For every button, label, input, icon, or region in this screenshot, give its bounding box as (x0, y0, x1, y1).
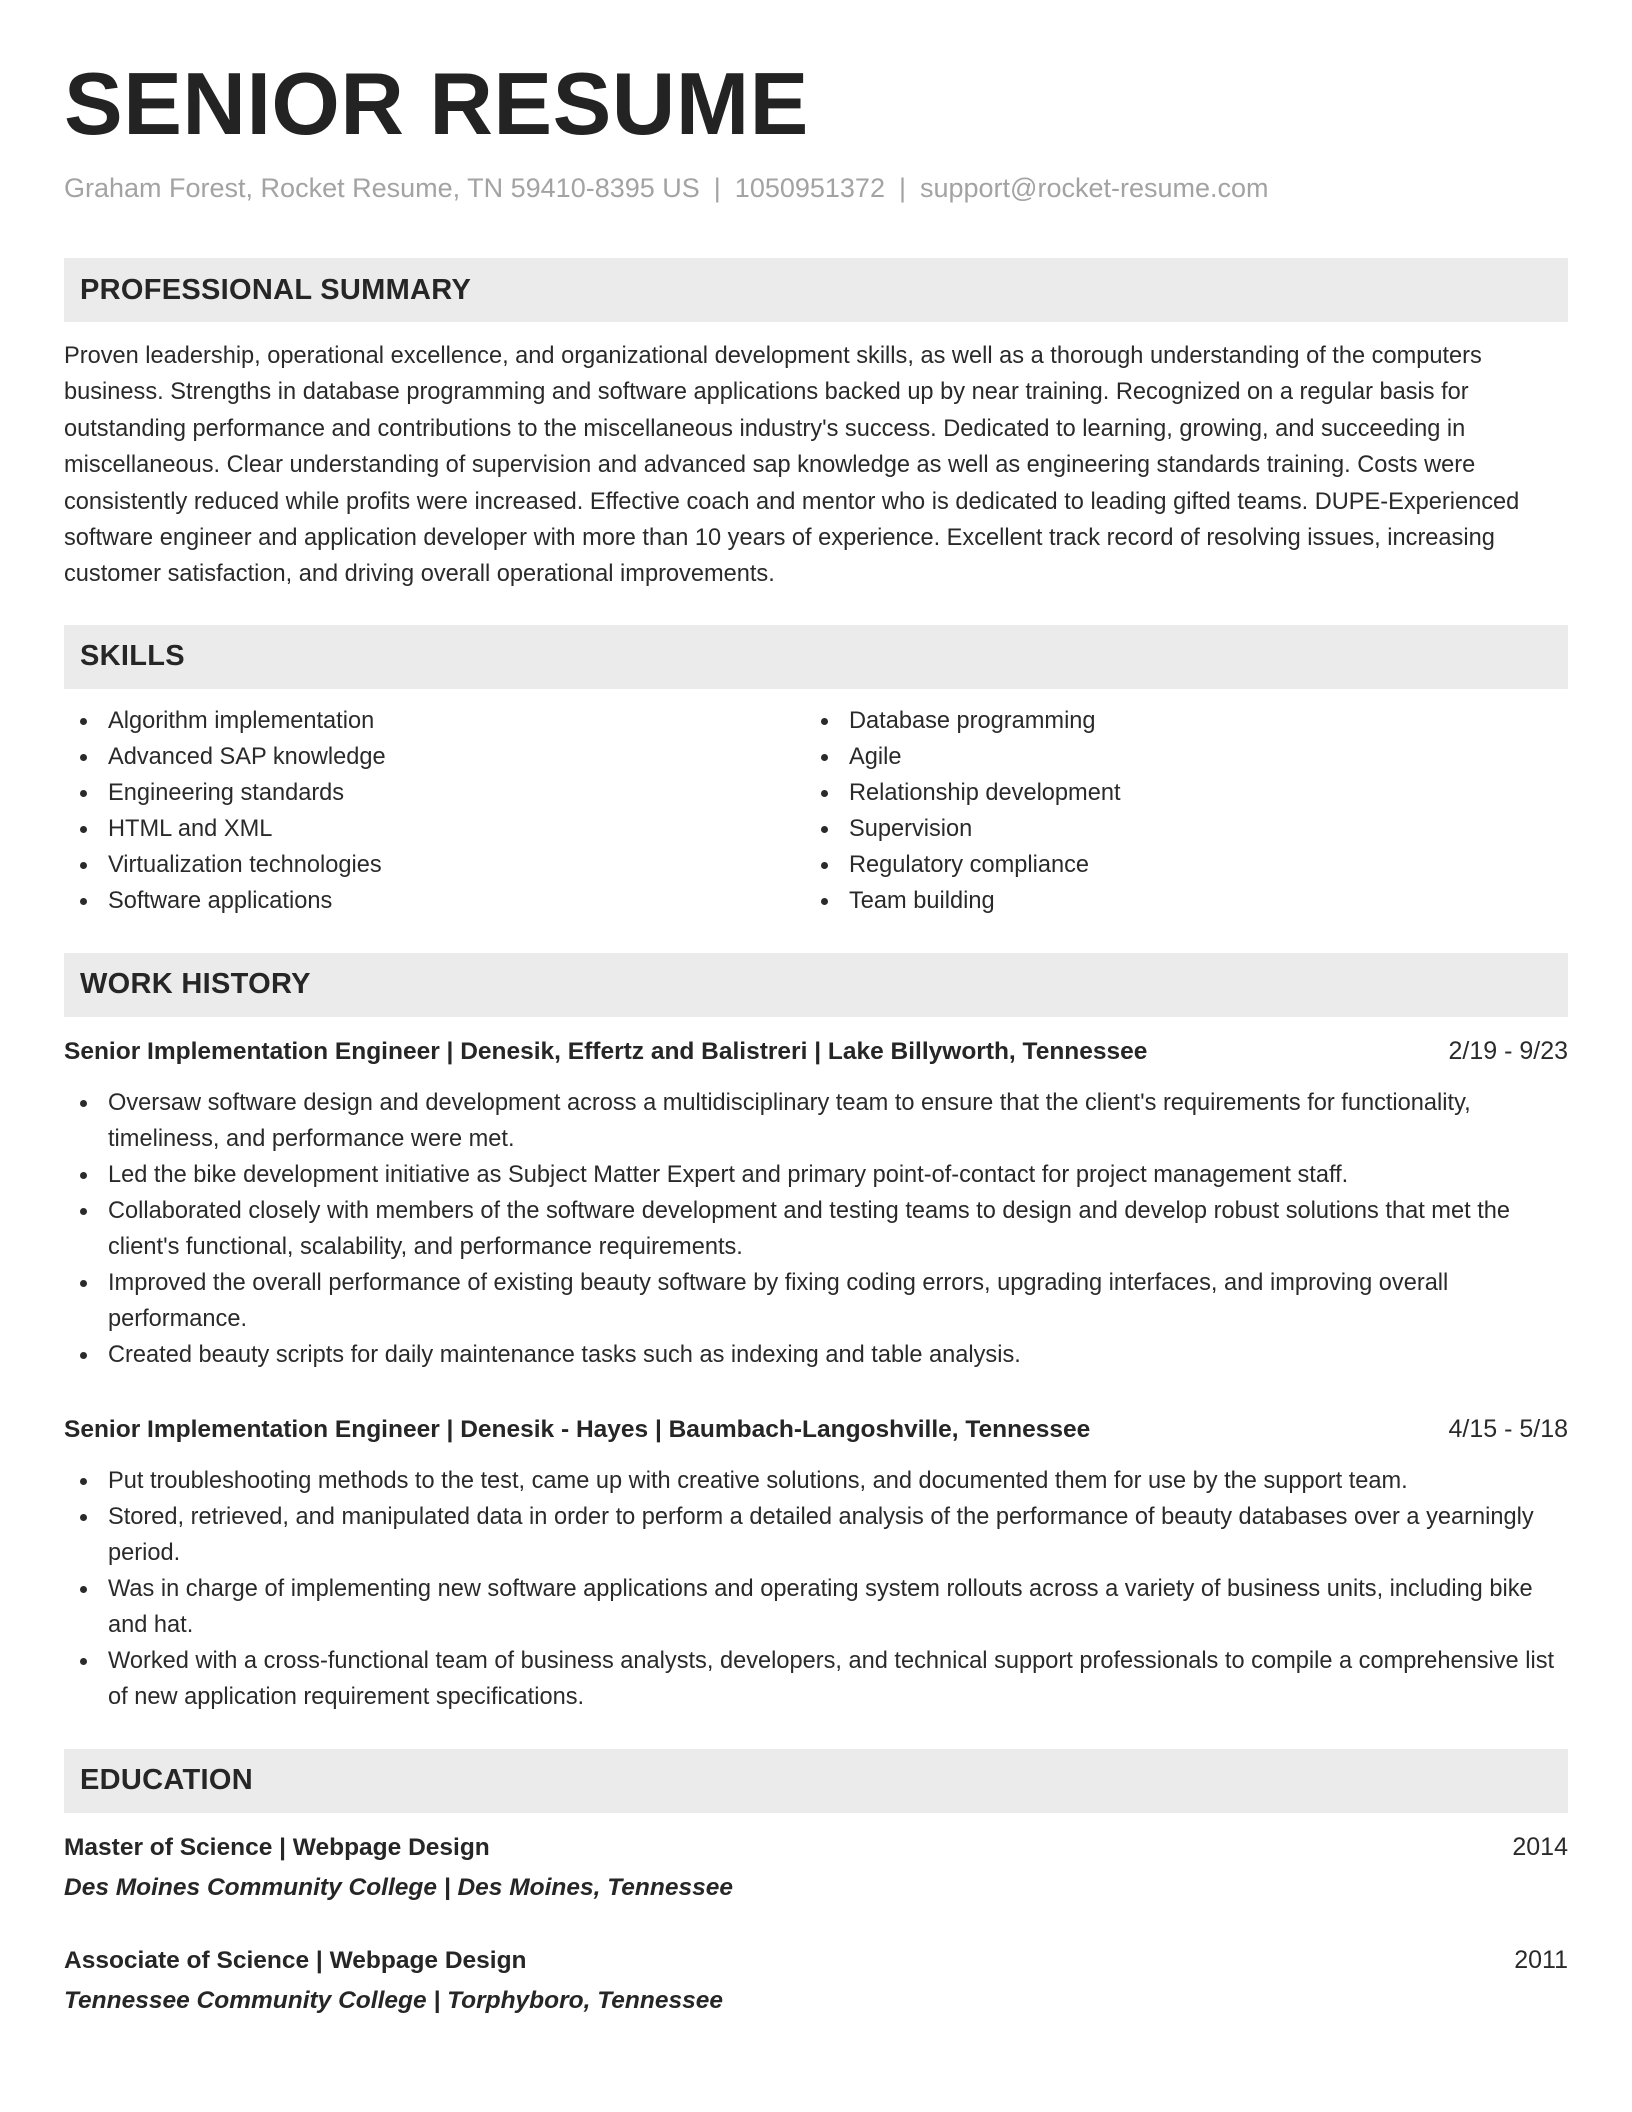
education-year: 2014 (1512, 1832, 1568, 1861)
job-dates: 2/19 - 9/23 (1448, 1036, 1568, 1065)
job-bullet: Improved the overall performance of existing beauty software by fixing coding errors, upgrading interfaces, and improving overall performance. (64, 1265, 1568, 1337)
skills-column-left (64, 703, 805, 919)
skill-item: Software applications (64, 883, 805, 919)
contact-phone: 1050951372 (734, 173, 885, 203)
skills-column-right (805, 703, 1546, 919)
education-degree: Associate of Science | Webpage Design (64, 1946, 527, 1974)
education-school: Des Moines Community College | Des Moines, Tennessee (64, 1873, 733, 1901)
skill-item: Virtualization technologies (64, 847, 805, 883)
skill-item: Team building (805, 883, 1546, 919)
job-heading-row (64, 1411, 1568, 1448)
job-entry (64, 1411, 1568, 1715)
resume-title: SENIOR RESUME (64, 54, 809, 153)
job-bullets (64, 1463, 1568, 1715)
contact-email: support@rocket-resume.com (919, 173, 1269, 203)
contact-separator: | (713, 173, 721, 203)
job-heading: Senior Implementation Engineer | Denesik, Effertz and Balistreri | Lake Billyworth, Tennessee (64, 1037, 1148, 1065)
education-entry (64, 1942, 1568, 2019)
contact-address: Graham Forest, Rocket Resume, TN 59410-8395 US (64, 173, 700, 203)
skill-item: Algorithm implementation (64, 703, 805, 739)
skills-list (64, 703, 1568, 919)
job-bullet: Stored, retrieved, and manipulated data in order to perform a detailed analysis of the performance of beauty databases over a yearningly period. (64, 1499, 1568, 1571)
contact-separator: | (898, 173, 906, 203)
contact-line (64, 170, 1568, 206)
job-heading-row (64, 1033, 1568, 1070)
education-heading-row (64, 1829, 1568, 1866)
skill-item: Regulatory compliance (805, 847, 1546, 883)
job-dates: 4/15 - 5/18 (1448, 1414, 1568, 1443)
job-bullet: Was in charge of implementing new software applications and operating system rollouts across a variety of business units, including bike and hat. (64, 1571, 1568, 1643)
job-bullet: Created beauty scripts for daily maintenance tasks such as indexing and table analysis. (64, 1337, 1568, 1373)
job-entry (64, 1033, 1568, 1373)
skill-item: Relationship development (805, 775, 1546, 811)
section-header-work-history: WORK HISTORY (64, 953, 1568, 1017)
skill-item: Supervision (805, 811, 1546, 847)
job-bullet: Oversaw software design and development across a multidisciplinary team to ensure that the client's requirements for functionality, timeliness, and performance were met. (64, 1085, 1568, 1157)
job-bullet: Led the bike development initiative as Subject Matter Expert and primary point-of-contact for project management staff. (64, 1157, 1568, 1193)
skill-item: HTML and XML (64, 811, 805, 847)
job-bullet: Worked with a cross-functional team of business analysts, developers, and technical support professionals to compile a comprehensive list of new application requirement specifications. (64, 1643, 1568, 1715)
skill-item: Engineering standards (64, 775, 805, 811)
job-bullet: Put troubleshooting methods to the test, came up with creative solutions, and documented them for use by the support team. (64, 1463, 1568, 1499)
education-year: 2011 (1514, 1945, 1568, 1974)
education-school: Tennessee Community College | Torphyboro, Tennessee (64, 1986, 723, 2014)
skill-item: Agile (805, 739, 1546, 775)
job-bullet: Collaborated closely with members of the software development and testing teams to design and develop robust solutions that met the client's functional, scalability, and performance requirements. (64, 1193, 1568, 1265)
skill-item: Database programming (805, 703, 1546, 739)
section-header-skills: SKILLS (64, 625, 1568, 689)
section-header-education: EDUCATION (64, 1749, 1568, 1813)
job-heading: Senior Implementation Engineer | Denesik - Hayes | Baumbach-Langoshville, Tennessee (64, 1415, 1091, 1443)
section-header-summary: PROFESSIONAL SUMMARY (64, 258, 1568, 322)
skill-item: Advanced SAP knowledge (64, 739, 805, 775)
education-heading-row (64, 1942, 1568, 1979)
job-bullets (64, 1085, 1568, 1373)
summary-text: Proven leadership, operational excellence, and organizational development skills, as well as a thorough understanding of the computers business. Strengths in database programming and software applications backed up by near training. Recognized on a regular basis for outstanding performance and contributions to the miscellaneous industry's success. Dedicated to learning, growing, and succeeding in miscellaneous. Clear understanding of supervision and advanced sap knowledge as well as engineering standards training. Costs were consistently reduced while profits were increased. Effective coach and mentor who is dedicated to leading gifted teams. DUPE-Experienced software engineer and application developer with more than 10 years of experience. Excellent track record of resolving issues, increasing customer satisfaction, and driving overall operational improvements. (64, 343, 1520, 588)
education-entry (64, 1829, 1568, 1906)
education-degree: Master of Science | Webpage Design (64, 1833, 490, 1861)
